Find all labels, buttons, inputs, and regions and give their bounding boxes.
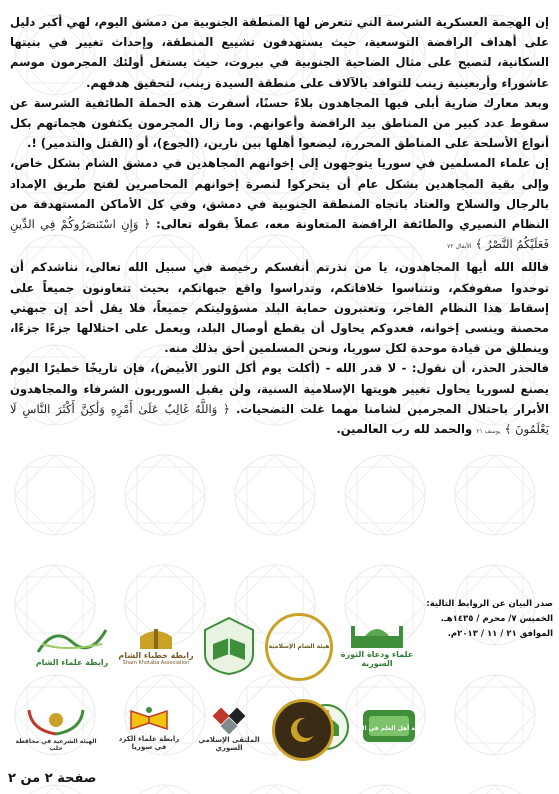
quran-verse-2: ﴿ وَاللَّهُ غَالِبٌ عَلَىٰ أَمْرِهِ وَلَٰكِنَّ أَكْثَرَ النَّاسِ لَا يَعْلَمُونَ ﴾ <box>10 401 549 437</box>
logo-label: الهيئة الشرعية في محافظة حلب <box>15 738 97 752</box>
paragraph-5 <box>10 358 549 442</box>
book-crest-logo <box>200 613 258 677</box>
publication-date-hijri: الخميس ٧/ محرم / ١٤٣٥هـ. <box>440 614 553 624</box>
ulama-duat-logo <box>333 613 421 675</box>
page-number: صفحة ٢ من ٢ <box>8 771 97 786</box>
hayat-al-sham-logo <box>265 613 333 681</box>
sham-khotaba-logo <box>118 615 194 675</box>
green-badge-icon <box>349 700 429 752</box>
geometric-icon <box>209 706 249 736</box>
rabitat-ulama-sham-logo <box>30 615 114 675</box>
crescent-icon <box>286 713 320 747</box>
paragraph-5-text: فالحذر الحذر، أن نقول: - لا قدر الله - (أكلت يوم أكل الثور الأبيض)، فإن تاريخًا خطيرًا اليوم يصنع لسوريا يحاول تغيير هويتها الإسلامية السنية، ولن يقبل السوريون الشرفاء والمجاهدون الأبرار باحتلال المجرمين لشامنا مهما غلت التضحيات. <box>10 361 549 416</box>
signatories-block <box>0 593 559 763</box>
book-emblem-icon <box>201 614 257 676</box>
verse-1-reference: الأنفال ٧٢ <box>447 243 472 251</box>
logo-label: علماء ودعاة الثورة السورية <box>340 650 414 668</box>
kurdish-ulama-logo <box>112 699 186 757</box>
mosque-icon <box>347 620 407 650</box>
paragraph-3-text: إن علماء المسلمين في سوريا يتوجهون إلى إخوانهم المجاهدين في دمشق الشام بشكل خاص، وإلى بقية المجاهدين بشكل عام أن يتحركوا لنصرة إخوانهم المحاصرين لفتح طريق الإمداد بالرجال والسلاح والعتاد باتجاه المنطقة الجنوبية في دمشق، وفي كل الأماكن المستهدفة من النظام النصيري والطائفة الرافضة المتعاونة معه، عملاً بقوله تعالى: <box>10 156 550 232</box>
verse-2-reference: يوسف ٢١ <box>476 428 501 436</box>
minaret-icon <box>136 625 176 651</box>
paragraph-4: فالله الله أيها المجاهدون، يا من نذرتم أنفسكم رخيصة في سبيل الله تعالى، نناشدكم أن توحدوا صفوفكم، وتتناسوا خلافاتكم، وتدراسوا واقع جبهاتكم، بحيث تتعاونون جميعاً على إسقاط هذا النظام الفاجر، وتعتبرون حماية البلد مسؤوليتكم جميعاً، فلا يقل أحد إن جبهتي محصنة وينسى إخوانه، فعدوكم يحاول أن يقطع أوصال البلد، ويعمل على احتلالها جزءًا جزءًا، وينطلق من قيادة موحدة لكل سوريا، ونحن المسلمين أحق بذلك منه. <box>10 260 549 356</box>
dark-gold-emblem-logo <box>272 699 334 761</box>
closing-line: والحمد لله رب العالمين. <box>336 422 473 437</box>
logo-label: رابطة علماء الكرد في سوريا <box>118 735 180 751</box>
logo-label: رابطة خطباء الشام <box>118 650 194 660</box>
calligraphy-icon <box>34 624 110 658</box>
syrian-islamic-forum-logo <box>195 701 263 757</box>
publication-line-1: صدر البيان عن الروابط التالية: <box>426 599 553 609</box>
paragraph-1: إن الهجمة العسكرية الشرسة التي تتعرض لها المنطقة الجنوبية من دمشق اليوم، لهي أكبر دليل على أهداف الرافضة التوسعية، حيث يستهدفون تشييع المنطقة، وإحداث تغيير في بنيتها السكانية، لتصبح على مثال الضاحية الجنوبية في بيروت، حيث يستغل أولئك المجرمون موسم عاشوراء وأربعينية زينب للتوافد بالآلاف على منطقة السيدة زينب، لتحقيق هدفهم. <box>10 15 549 90</box>
logo-sublabel: Sham Khotaba Association <box>122 659 190 666</box>
logo-label: هيئة الشام الإسلامية <box>268 643 330 650</box>
logo-label: الملتقى الإسلامي السوري <box>198 736 260 752</box>
open-book-icon <box>127 705 171 735</box>
badge-text: رابطة أهل العلم في الشام <box>349 725 429 732</box>
statement-body <box>10 12 549 442</box>
logo-label: رابطة علماء الشام <box>35 657 109 667</box>
aleppo-sharia-board-logo <box>8 697 104 759</box>
rabitat-ahl-al-ilm-logo <box>349 699 429 753</box>
quran-verse-1: ﴿ وَإِنِ اسْتَنصَرُوكُمْ فِي الدِّينِ فَعَلَيْكُمُ النَّصْرُ ﴾ <box>10 217 549 252</box>
publication-info <box>426 597 553 642</box>
paragraph-2: وبعد معارك ضارية أبلى فيها المجاهدون بلاءً حسنًا، أسفرت هذه الحملة الطائفية الشرسة عن سقوط عدد كبير من المناطق بيد الرافضة وأعوانهم. وما زال المجرمون يكثفون هجماتهم بكل أنواع الأسلحة على المناطق المحررة، ليضعوا أهلها بين نارين، (الجوع)، أو (القتل والتدمير) !. <box>10 95 549 151</box>
leaf-wreath-icon <box>21 704 91 738</box>
paragraph-3 <box>10 153 549 257</box>
publication-date-gregorian: الموافق ٢١ / ١١ / ٢٠١٣م. <box>447 629 553 639</box>
